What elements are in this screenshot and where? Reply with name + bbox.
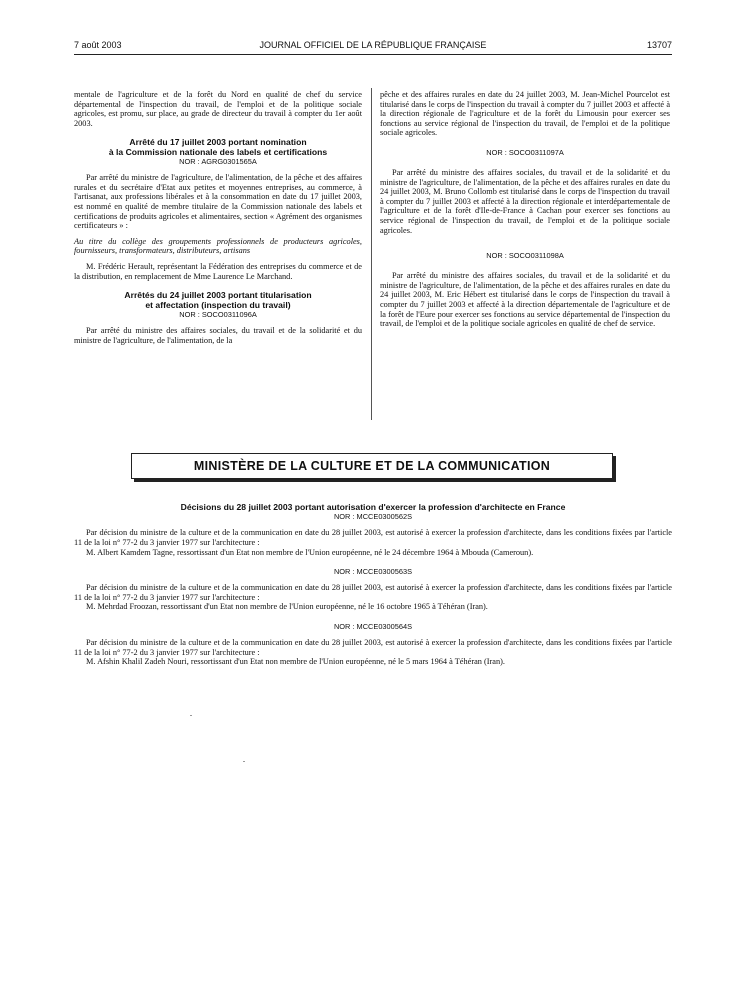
- page-header: [74, 40, 672, 54]
- nor-reference: NOR : SOCO0311097A: [486, 147, 564, 157]
- college-heading: Au titre du collège des groupements professionnels de producteurs agricoles, fournisseurs, transformateurs, distributeurs, artisans: [74, 236, 362, 256]
- decision-paragraph: Par décision du ministre de la culture et de la communication en date du 28 juillet 2003, est autorisé à exercer la profession d'architecte, dans les conditions fixées par l'article 11 de la loi n° 77-2 du 3 janvier 1977 sur l'architecture :: [74, 528, 672, 547]
- member-paragraph: M. Frédéric Herault, représentant la Fédération des entreprises du commerce et de la distribution, en remplacement de Mme Laurence Le Marchand.: [74, 261, 362, 281]
- scan-speck: [190, 715, 192, 716]
- nor-reference: NOR : AGRG0301565A: [179, 157, 257, 167]
- decision-person: M. Mehrdad Froozan, ressortissant d'un Etat non membre de l'Union européenne, né le 16 octobre 1965 à Téhéran (Iran).: [86, 602, 488, 612]
- decree-paragraph: Par arrêté du ministre des affaires sociales, du travail et de la solidarité et du ministre de l'agriculture, de l'alimentation, de la: [74, 325, 362, 345]
- decisions-title: Décisions du 28 juillet 2003 portant autorisation d'exercer la profession d'architecte en France: [180, 502, 566, 512]
- nor-reference: NOR : SOCO0311098A: [486, 251, 564, 261]
- decision-paragraph: Par décision du ministre de la culture et de la communication en date du 28 juillet 2003, est autorisé à exercer la profession d'architecte, dans les conditions fixées par l'article 11 de la loi n° 77-2 du 3 janvier 1977 sur l'architecture :: [74, 637, 672, 657]
- intro-paragraph: mentale de l'agriculture et de la forêt du Nord en qualité de chef du service départemental de l'inspection du travail, de l'emploi et de la politique sociale agricoles, est promu, sur place, au grade de directeur du travail à compter du 1er août 2003.: [74, 90, 362, 128]
- section-title-line: et affectation (inspection du travail): [145, 299, 291, 310]
- section-title-line: à la Commission nationale des labels et certifications: [108, 146, 328, 157]
- nor-reference: NOR : MCCE0300562S: [333, 512, 413, 522]
- decree-paragraph: Par arrêté du ministre de l'agriculture, de l'alimentation, de la pêche et des affaires rurales et du secrétaire d'Etat aux petites et moyennes entreprises, au commerce, à l'artisanat, aux professions libérales et à la consommation en date du 17 juillet 2003, est nommé en qualité de membre titulaire de la Commission nationale des labels et certifications de produits agricoles et alimentaires, section « Agrément des organismes certificateurs » :: [74, 173, 362, 231]
- decision-person: M. Afshin Khalil Zadeh Nouri, ressortissant d'un Etat non membre de l'Union européenne, né le 5 mars 1964 à Téhéran (Iran).: [86, 657, 505, 667]
- nor-reference: NOR : MCCE0300563S: [333, 567, 413, 577]
- decision-person: M. Albert Kamdem Tagne, ressortissant d'un Etat non membre de l'Union européenne, né le 24 décembre 1964 à Mbouda (Cameroun).: [86, 547, 534, 557]
- nor-reference: NOR : MCCE0300564S: [333, 621, 413, 631]
- continuation-paragraph: pêche et des affaires rurales en date du 24 juillet 2003, M. Jean-Michel Pourcelot est titularisé dans le corps de l'inspection du travail à compter du 7 juillet 2003 et affecté à la direction régionale de l'agriculture et de la forêt du Limousin pour exercer ses fonctions au service régional de l'inspection du travail, de l'emploi et de la politique sociale agricoles.: [380, 90, 670, 138]
- header-page-number: 13707: [646, 40, 672, 50]
- section-title-line: Arrêtés du 24 juillet 2003 portant titularisation: [124, 290, 312, 301]
- header-rule: [74, 54, 672, 55]
- left-column: [74, 90, 362, 345]
- ministry-title: MINISTÈRE DE LA CULTURE ET DE LA COMMUNICATION: [193, 459, 551, 473]
- decree-paragraph: Par arrêté du ministre des affaires sociales, du travail et de la solidarité et du ministre de l'agriculture, de l'alimentation, de la pêche et des affaires rurales en date du 24 juillet 2003, M. Bruno Collomb est titularisé dans le corps de l'inspection du travail à compter du 7 juillet 2003 et affecté à la direction régionale et interdépartementale de l'agriculture et de la forêt d'Ile-de-France à Cachan pour exercer ses fonctions au service régional de l'inspection du travail, de l'emploi et de la politique sociale agricoles.: [380, 167, 670, 235]
- header-title: JOURNAL OFFICIEL DE LA RÉPUBLIQUE FRANÇAISE: [259, 40, 487, 50]
- ministry-heading-box: [131, 453, 613, 479]
- section-title-line: Arrêté du 17 juillet 2003 portant nomination: [129, 137, 307, 148]
- decision-paragraph: Par décision du ministre de la culture et de la communication en date du 28 juillet 2003, est autorisé à exercer la profession d'architecte, dans les conditions fixées par l'article 11 de la loi n° 77-2 du 3 janvier 1977 sur l'architecture :: [74, 583, 672, 602]
- nor-reference: NOR : SOCO0311096A: [179, 309, 257, 319]
- decisions-section: [74, 503, 672, 667]
- decree-paragraph: Par arrêté du ministre des affaires sociales, du travail et de la solidarité et du ministre de l'agriculture, de l'alimentation, de la pêche et des affaires rurales en date du 24 juillet 2003, M. Eric Hébert est titularisé dans le corps de l'inspection du travail à compter du 7 juillet 2003 et affecté à la direction départementale de l'agriculture et de la forêt de l'Eure pour exercer ses fonctions au service départemental de l'inspection du travail, de l'emploi et de la politique sociale agricoles en qualité de chef de service.: [380, 271, 670, 329]
- header-date: 7 août 2003: [74, 40, 122, 50]
- scan-speck: [243, 761, 245, 762]
- right-column: [380, 90, 670, 329]
- column-divider: [371, 88, 372, 420]
